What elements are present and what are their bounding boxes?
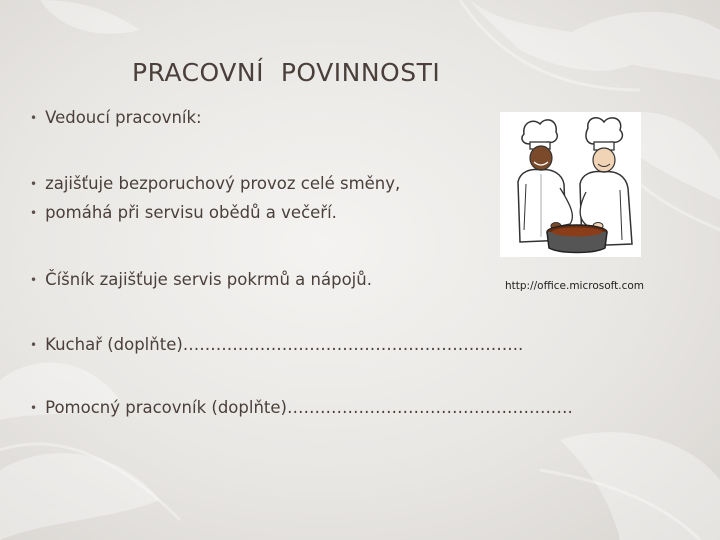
bullet-zajistuje: [30, 174, 400, 193]
bullet-dot: •: [30, 273, 38, 287]
bullet-dot: •: [30, 338, 38, 352]
bullet-text: Číšník zajišťuje servis pokrmů a nápojů.: [45, 270, 372, 289]
bullet-text: Vedoucí pracovník:: [45, 108, 202, 127]
bullet-cisnik: [30, 270, 372, 289]
bullet-text: zajišťuje bezporuchový provoz celé směny,: [45, 174, 401, 193]
bullet-dot: •: [30, 401, 38, 415]
chefs-clipart-image: [500, 112, 641, 257]
bullet-text: Kuchař (doplňte)……………………………………………………..: [45, 335, 524, 354]
bullet-dot: •: [30, 111, 38, 125]
bullet-kuchar: [30, 335, 523, 354]
bullet-text: pomáhá při servisu obědů a večeří.: [45, 203, 337, 222]
bullet-dot: •: [30, 206, 38, 220]
bullet-dot: •: [30, 177, 38, 191]
image-source-caption: http://office.microsoft.com: [505, 280, 645, 292]
slide-title: PRACOVNÍ POVINNOSTI: [132, 58, 441, 87]
bullet-vedouci: [30, 108, 202, 127]
bullet-pomaha: [30, 203, 337, 222]
bullet-pomocny: [30, 398, 573, 417]
chefs-illustration: [500, 112, 641, 257]
bullet-text: Pomocný pracovník (doplňte)…………………………………………….: [45, 398, 573, 417]
